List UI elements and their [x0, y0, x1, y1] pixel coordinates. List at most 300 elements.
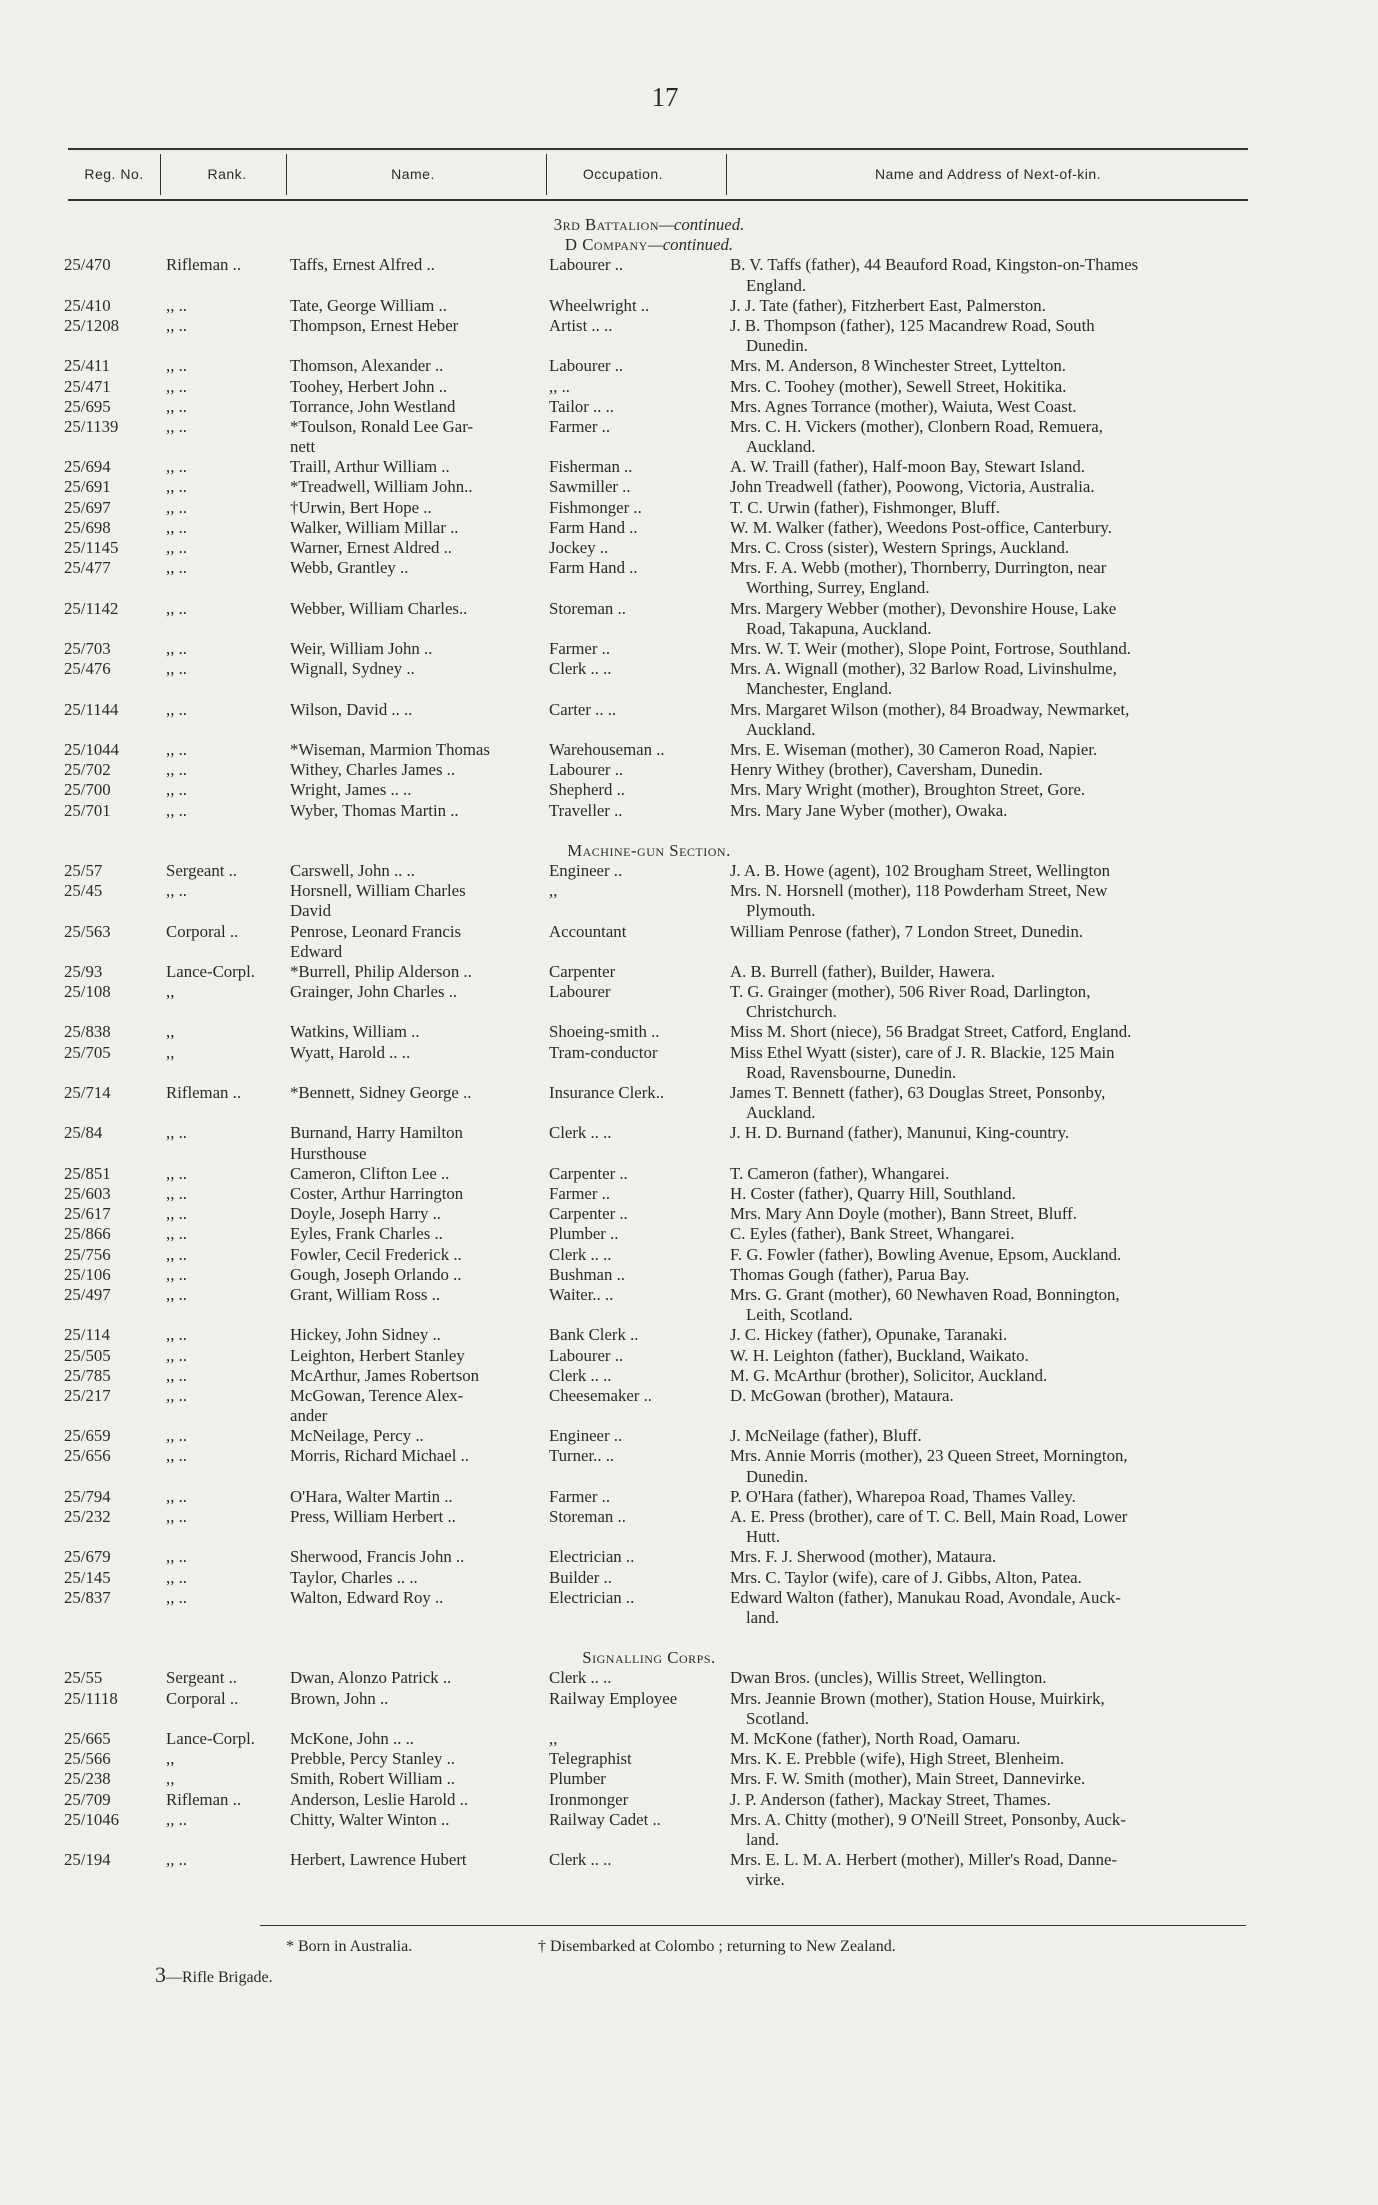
- next-of-kin-line: Mrs. Mary Wright (mother), Broughton Street, Gore.: [730, 780, 1086, 800]
- reg-no: 25/1046: [64, 1809, 120, 1829]
- occupation: Plumber ..: [549, 1224, 619, 1244]
- soldier-name-line: Press, William Herbert ..: [290, 1507, 456, 1527]
- next-of-kin: [730, 1668, 1330, 1688]
- table-row: [64, 1547, 1264, 1567]
- reg-no: 25/700: [64, 780, 111, 800]
- next-of-kin: [730, 1810, 1330, 1850]
- reg-no: 25/45: [64, 881, 103, 901]
- next-of-kin-line: Road, Ravensbourne, Dunedin.: [746, 1062, 957, 1082]
- soldier-name-line: Leighton, Herbert Stanley: [290, 1345, 465, 1365]
- occupation: ,,: [549, 1728, 558, 1748]
- next-of-kin-line: J. H. D. Burnand (father), Manunui, King-country.: [730, 1123, 1070, 1143]
- next-of-kin: [730, 1043, 1330, 1083]
- next-of-kin-line: Mrs. F. W. Smith (mother), Main Street, Dannevirke.: [730, 1769, 1086, 1789]
- rank: ,, ..: [166, 477, 187, 497]
- soldier-name-line: Herbert, Lawrence Hubert: [290, 1850, 467, 1870]
- next-of-kin: [730, 1022, 1330, 1042]
- soldier-name-line: *Bennett, Sidney George ..: [290, 1083, 472, 1103]
- soldier-name-line: Taylor, Charles .. ..: [290, 1567, 418, 1587]
- next-of-kin-line: Road, Takapuna, Auckland.: [746, 618, 932, 638]
- next-of-kin-line: Dunedin.: [746, 336, 808, 356]
- soldier-name-line: McGowan, Terence Alex-: [290, 1385, 464, 1405]
- occupation: Waiter.. ..: [549, 1284, 614, 1304]
- table-header: [68, 148, 1248, 201]
- soldier-name-line: Walker, William Millar ..: [290, 517, 459, 537]
- table-row: [64, 1204, 1264, 1224]
- rank: Lance-Corpl.: [166, 1728, 255, 1748]
- occupation: Warehouseman ..: [549, 739, 665, 759]
- table-row: [64, 1043, 1264, 1083]
- soldier-name-line: Burnand, Harry Hamilton: [290, 1123, 463, 1143]
- reg-no: 25/411: [64, 356, 110, 376]
- reg-no: 25/698: [64, 517, 111, 537]
- next-of-kin: [730, 639, 1330, 659]
- soldier-name-line: McArthur, James Robertson: [290, 1365, 480, 1385]
- footnote-born-australia: * Born in Australia.: [286, 1938, 413, 1955]
- next-of-kin: [730, 1366, 1330, 1386]
- next-of-kin: [730, 1386, 1330, 1406]
- rank: ,, ..: [166, 295, 187, 315]
- rank: ,, ..: [166, 780, 187, 800]
- header-divider: [726, 154, 727, 195]
- soldier-name-line: Watkins, William ..: [290, 1022, 420, 1042]
- next-of-kin: [730, 1588, 1330, 1628]
- soldier-name-line: Chitty, Walter Winton ..: [290, 1809, 450, 1829]
- table-row: [64, 1265, 1264, 1285]
- reg-no: 25/471: [64, 376, 111, 396]
- next-of-kin-line: Plymouth.: [746, 901, 816, 921]
- rank: ,,: [166, 982, 175, 1002]
- rank: ,, ..: [166, 1486, 187, 1506]
- next-of-kin-line: Mrs. N. Horsnell (mother), 118 Powderham Street, New: [730, 881, 1108, 901]
- occupation: Storeman ..: [549, 598, 626, 618]
- section-heading-text: Machine-gun Section.: [567, 840, 731, 860]
- reg-no: 25/106: [64, 1264, 111, 1284]
- next-of-kin: [730, 558, 1330, 598]
- next-of-kin: [730, 700, 1330, 740]
- next-of-kin-line: England.: [746, 275, 807, 295]
- table-row: [64, 1850, 1264, 1890]
- next-of-kin: [730, 962, 1330, 982]
- table-row: [64, 639, 1264, 659]
- table-row: [64, 740, 1264, 760]
- header-divider: [160, 154, 161, 195]
- reg-no: 25/756: [64, 1244, 111, 1264]
- next-of-kin-line: Mrs. W. T. Weir (mother), Slope Point, Fortrose, Southland.: [730, 639, 1131, 659]
- next-of-kin-line: Scotland.: [746, 1708, 809, 1728]
- rank: Sergeant ..: [166, 860, 237, 880]
- rank: ,, ..: [166, 1123, 187, 1143]
- page-number: 17: [651, 82, 679, 112]
- next-of-kin: [730, 599, 1330, 639]
- soldier-name-line: Gough, Joseph Orlando ..: [290, 1264, 462, 1284]
- table-row: [64, 1568, 1264, 1588]
- soldier-name-line: Wignall, Sydney ..: [290, 659, 415, 679]
- rank: Lance-Corpl.: [166, 961, 255, 981]
- rank: ,, ..: [166, 1224, 187, 1244]
- next-of-kin: [730, 1689, 1330, 1729]
- next-of-kin: [730, 1850, 1330, 1890]
- table-row: [64, 801, 1264, 821]
- table-row: [64, 982, 1264, 1022]
- occupation: Traveller ..: [549, 800, 623, 820]
- next-of-kin-line: J. A. B. Howe (agent), 102 Brougham Street, Wellington: [730, 860, 1111, 880]
- rank: Rifleman ..: [166, 255, 242, 275]
- next-of-kin: [730, 1769, 1330, 1789]
- occupation: Electrician ..: [549, 1547, 635, 1567]
- next-of-kin: [730, 1487, 1330, 1507]
- next-of-kin-line: virke.: [746, 1870, 785, 1890]
- table-row: [64, 780, 1264, 800]
- reg-no: 25/410: [64, 295, 111, 315]
- rank: ,, ..: [166, 1587, 187, 1607]
- table-row: [64, 498, 1264, 518]
- next-of-kin-line: M. McKone (father), North Road, Oamaru.: [730, 1728, 1021, 1748]
- reg-no: 25/145: [64, 1567, 111, 1587]
- next-of-kin: [730, 1265, 1330, 1285]
- next-of-kin-line: Dunedin.: [746, 1466, 808, 1486]
- reg-no: 25/238: [64, 1769, 111, 1789]
- occupation: Carpenter: [549, 961, 616, 981]
- reg-no: 25/470: [64, 255, 111, 275]
- occupation: Labourer ..: [549, 255, 624, 275]
- occupation: Tram-conductor: [549, 1042, 658, 1062]
- soldier-name-line: Sherwood, Francis John ..: [290, 1547, 465, 1567]
- next-of-kin: [730, 1426, 1330, 1446]
- header-divider: [286, 154, 287, 195]
- soldier-name-line: Hickey, John Sidney ..: [290, 1325, 441, 1345]
- next-of-kin-line: Edward Walton (father), Manukau Road, Avondale, Auck-: [730, 1587, 1121, 1607]
- next-of-kin: [730, 801, 1330, 821]
- rank: ,, ..: [166, 1385, 187, 1405]
- next-of-kin-line: Mrs. F. J. Sherwood (mother), Mataura.: [730, 1547, 997, 1567]
- rank: ,, ..: [166, 1850, 187, 1870]
- soldier-name-line: Taffs, Ernest Alfred ..: [290, 255, 435, 275]
- next-of-kin-line: Auckland.: [746, 1103, 816, 1123]
- occupation: Fishmonger ..: [549, 497, 642, 517]
- table-row: [64, 1749, 1264, 1769]
- reg-no: 25/84: [64, 1123, 103, 1143]
- soldier-name-line: Wyatt, Harold .. ..: [290, 1042, 411, 1062]
- rank: ,, ..: [166, 497, 187, 517]
- next-of-kin-line: Auckland.: [746, 437, 816, 457]
- rank: ,, ..: [166, 659, 187, 679]
- soldier-name-line: McKone, John .. ..: [290, 1728, 414, 1748]
- next-of-kin: [730, 1346, 1330, 1366]
- next-of-kin: [730, 861, 1330, 881]
- reg-no: 25/705: [64, 1042, 111, 1062]
- reg-no: 25/1145: [64, 538, 119, 558]
- soldier-name-line: Grant, William Ross ..: [290, 1284, 441, 1304]
- rank: ,, ..: [166, 699, 187, 719]
- rank: ,, ..: [166, 1204, 187, 1224]
- reg-no: 25/232: [64, 1507, 111, 1527]
- reg-no: 25/114: [64, 1325, 110, 1345]
- subsection-heading-suffix: —continued.: [647, 235, 734, 255]
- next-of-kin-line: Thomas Gough (father), Parua Bay.: [730, 1264, 970, 1284]
- rank: ,, ..: [166, 1325, 187, 1345]
- signature-mark: [155, 1962, 273, 1988]
- next-of-kin: [730, 1164, 1330, 1184]
- occupation: Labourer: [549, 982, 611, 1002]
- table-row: [64, 1689, 1264, 1729]
- next-of-kin: [730, 477, 1330, 497]
- next-of-kin-line: Dwan Bros. (uncles), Willis Street, Wellington.: [730, 1668, 1047, 1688]
- rank: Corporal ..: [166, 921, 239, 941]
- next-of-kin: [730, 881, 1330, 921]
- soldier-name-line: *Wiseman, Marmion Thomas: [290, 739, 490, 759]
- next-of-kin-line: Christchurch.: [746, 1002, 837, 1022]
- occupation: Farmer ..: [549, 416, 611, 436]
- occupation: Engineer ..: [549, 860, 623, 880]
- next-of-kin-line: Auckland.: [746, 719, 816, 739]
- next-of-kin-line: Mrs. A. Wignall (mother), 32 Barlow Road, Livinshulme,: [730, 659, 1117, 679]
- next-of-kin-line: J. P. Anderson (father), Mackay Street, Thames.: [730, 1789, 1051, 1809]
- next-of-kin: [730, 498, 1330, 518]
- table-row: [64, 1426, 1264, 1446]
- rank: ,, ..: [166, 1345, 187, 1365]
- next-of-kin: [730, 538, 1330, 558]
- reg-no: 25/563: [64, 921, 111, 941]
- soldier-name-line: Grainger, John Charles ..: [290, 982, 458, 1002]
- next-of-kin: [730, 740, 1330, 760]
- occupation: Labourer ..: [549, 760, 624, 780]
- rank: ,, ..: [166, 800, 187, 820]
- table-row: [64, 1022, 1264, 1042]
- next-of-kin-line: Mrs. A. Chitty (mother), 9 O'Neill Street, Ponsonby, Auck-: [730, 1809, 1126, 1829]
- reg-no: 25/497: [64, 1284, 111, 1304]
- reg-no: 25/851: [64, 1163, 111, 1183]
- reg-no: 25/794: [64, 1486, 111, 1506]
- reg-no: 25/656: [64, 1446, 111, 1466]
- next-of-kin: [730, 1123, 1330, 1143]
- soldier-name-line: Edward: [290, 941, 343, 961]
- next-of-kin-line: T. C. Urwin (father), Fishmonger, Bluff.: [730, 497, 1000, 517]
- table-row: [64, 1446, 1264, 1486]
- table-row: [64, 538, 1264, 558]
- soldier-name-line: *Toulson, Ronald Lee Gar-: [290, 416, 474, 436]
- rank: ,, ..: [166, 376, 187, 396]
- next-of-kin: [730, 1547, 1330, 1567]
- reg-no: 25/1208: [64, 315, 120, 335]
- next-of-kin-line: M. G. McArthur (brother), Solicitor, Auckland.: [730, 1365, 1048, 1385]
- soldier-name-line: *Burrell, Philip Alderson ..: [290, 961, 472, 981]
- next-of-kin-line: W. M. Walker (father), Weedons Post-office, Canterbury.: [730, 517, 1112, 537]
- reg-no: 25/659: [64, 1426, 111, 1446]
- next-of-kin: [730, 296, 1330, 316]
- occupation: Carpenter ..: [549, 1204, 628, 1224]
- occupation: Labourer ..: [549, 1345, 624, 1365]
- reg-no: 25/55: [64, 1668, 103, 1688]
- soldier-name-line: Withey, Charles James ..: [290, 760, 456, 780]
- next-of-kin: [730, 922, 1330, 942]
- next-of-kin-line: T. Cameron (father), Whangarei.: [730, 1163, 950, 1183]
- occupation: Bushman ..: [549, 1264, 625, 1284]
- next-of-kin-line: Mrs. Mary Jane Wyber (mother), Owaka.: [730, 800, 1008, 820]
- rank: ,, ..: [166, 538, 187, 558]
- section-heading: [34, 841, 1264, 861]
- next-of-kin-line: Mrs. Mary Ann Doyle (mother), Bann Street, Bluff.: [730, 1204, 1077, 1224]
- next-of-kin: [730, 1224, 1330, 1244]
- table-row: [64, 700, 1264, 740]
- next-of-kin: [730, 1446, 1330, 1486]
- rank: ,, ..: [166, 1284, 187, 1304]
- roll-table: [64, 215, 1264, 1891]
- rank: ,,: [166, 1022, 175, 1042]
- table-row: [64, 1729, 1264, 1749]
- occupation: Farmer ..: [549, 1184, 611, 1204]
- next-of-kin: [730, 1507, 1330, 1547]
- rank: ,, ..: [166, 881, 187, 901]
- next-of-kin-line: J. C. Hickey (father), Opunake, Taranaki.: [730, 1325, 1008, 1345]
- next-of-kin-line: H. Coster (father), Quarry Hill, Southland.: [730, 1184, 1016, 1204]
- rank: ,,: [166, 1042, 175, 1062]
- next-of-kin-line: T. G. Grainger (mother), 506 River Road, Darlington,: [730, 982, 1091, 1002]
- next-of-kin-line: B. V. Taffs (father), 44 Beauford Road, Kingston-on-Thames: [730, 255, 1139, 275]
- soldier-name-line: Brown, John ..: [290, 1688, 389, 1708]
- rank: ,, ..: [166, 1163, 187, 1183]
- next-of-kin-line: Mrs. G. Grant (mother), 60 Newhaven Road, Bonnington,: [730, 1284, 1120, 1304]
- soldier-name-line: O'Hara, Walter Martin ..: [290, 1486, 453, 1506]
- next-of-kin-line: Henry Withey (brother), Caversham, Dunedin.: [730, 760, 1043, 780]
- occupation: Turner.. ..: [549, 1446, 615, 1466]
- table-row: [64, 377, 1264, 397]
- next-of-kin-line: Mrs. Jeannie Brown (mother), Station House, Muirkirk,: [730, 1688, 1105, 1708]
- rank: ,, ..: [166, 1244, 187, 1264]
- soldier-name-line: Dwan, Alonzo Patrick ..: [290, 1668, 452, 1688]
- soldier-name-line: David: [290, 901, 332, 921]
- rank: ,, ..: [166, 1446, 187, 1466]
- table-row: [64, 1123, 1264, 1163]
- next-of-kin-line: Mrs. M. Anderson, 8 Winchester Street, Lyttelton.: [730, 356, 1066, 376]
- occupation: Carpenter ..: [549, 1163, 628, 1183]
- signature-number: 3: [155, 1962, 166, 1987]
- table-row: [64, 1164, 1264, 1184]
- table-row: [64, 1366, 1264, 1386]
- rank: ,, ..: [166, 598, 187, 618]
- occupation: Sawmiller ..: [549, 477, 631, 497]
- table-row: [64, 1507, 1264, 1547]
- occupation: Farmer ..: [549, 1486, 611, 1506]
- table-row: [64, 1769, 1264, 1789]
- occupation: Railway Employee: [549, 1688, 678, 1708]
- soldier-name-line: Morris, Richard Michael ..: [290, 1446, 469, 1466]
- next-of-kin-line: F. G. Fowler (father), Bowling Avenue, Epsom, Auckland.: [730, 1244, 1122, 1264]
- table-row: [64, 1588, 1264, 1628]
- reg-no: 25/505: [64, 1345, 111, 1365]
- rank: ,, ..: [166, 517, 187, 537]
- occupation: Railway Cadet ..: [549, 1809, 661, 1829]
- occupation: Shoeing-smith ..: [549, 1022, 660, 1042]
- soldier-name-line: Wright, James .. ..: [290, 780, 412, 800]
- soldier-name-line: ander: [290, 1406, 328, 1426]
- soldier-name-line: Warner, Ernest Aldred ..: [290, 538, 453, 558]
- soldier-name-line: Doyle, Joseph Harry ..: [290, 1204, 441, 1224]
- next-of-kin-line: Leith, Scotland.: [746, 1305, 853, 1325]
- next-of-kin-line: land.: [746, 1829, 780, 1849]
- occupation: Bank Clerk ..: [549, 1325, 639, 1345]
- next-of-kin-line: Worthing, Surrey, England.: [746, 578, 930, 598]
- soldier-name-line: Traill, Arthur William ..: [290, 457, 450, 477]
- next-of-kin: [730, 417, 1330, 457]
- footnote-disembarked: † Disembarked at Colombo ; returning to New Zealand.: [538, 1938, 896, 1955]
- rank: ,, ..: [166, 760, 187, 780]
- occupation: Artist .. ..: [549, 315, 613, 335]
- rank: ,, ..: [166, 1547, 187, 1567]
- table-row: [64, 316, 1264, 356]
- reg-no: 25/709: [64, 1789, 111, 1809]
- soldier-name-line: Hursthouse: [290, 1143, 367, 1163]
- next-of-kin-line: land.: [746, 1608, 780, 1628]
- soldier-name-line: Smith, Robert William ..: [290, 1769, 455, 1789]
- rank: Corporal ..: [166, 1688, 239, 1708]
- next-of-kin: [730, 1245, 1330, 1265]
- reg-no: 25/866: [64, 1224, 111, 1244]
- reg-no: 25/194: [64, 1850, 111, 1870]
- next-of-kin: [730, 1568, 1330, 1588]
- next-of-kin-line: W. H. Leighton (father), Buckland, Waikato.: [730, 1345, 1029, 1365]
- occupation: Carter .. ..: [549, 699, 617, 719]
- next-of-kin-line: John Treadwell (father), Poowong, Victoria, Australia.: [730, 477, 1095, 497]
- table-row: [64, 1487, 1264, 1507]
- occupation: Fisherman ..: [549, 457, 633, 477]
- rank: ,, ..: [166, 1264, 187, 1284]
- reg-no: 25/838: [64, 1022, 111, 1042]
- header-rank: Rank.: [207, 166, 247, 182]
- soldier-name-line: Wyber, Thomas Martin ..: [290, 800, 459, 820]
- table-row: [64, 1346, 1264, 1366]
- next-of-kin-line: Miss Ethel Wyatt (sister), care of J. R. Blackie, 125 Main: [730, 1042, 1115, 1062]
- table-row: [64, 356, 1264, 376]
- next-of-kin-line: Mrs. E. L. M. A. Herbert (mother), Miller's Road, Danne-: [730, 1850, 1118, 1870]
- reg-no: 25/477: [64, 558, 111, 578]
- header-occupation: Occupation.: [582, 166, 664, 182]
- rank: ,, ..: [166, 356, 187, 376]
- soldier-name-line: Toohey, Herbert John ..: [290, 376, 448, 396]
- next-of-kin-line: Mrs. C. H. Vickers (mother), Clonbern Road, Remuera,: [730, 416, 1103, 436]
- reg-no: 25/617: [64, 1204, 111, 1224]
- table-row: [64, 397, 1264, 417]
- soldier-name-line: Fowler, Cecil Frederick ..: [290, 1244, 462, 1264]
- reg-no: 25/703: [64, 639, 111, 659]
- occupation: Farmer ..: [549, 639, 611, 659]
- soldier-name-line: Horsnell, William Charles: [290, 881, 466, 901]
- reg-no: 25/217: [64, 1385, 111, 1405]
- table-row: [64, 1245, 1264, 1265]
- reg-no: 25/57: [64, 860, 103, 880]
- section-heading: [34, 215, 1264, 235]
- occupation: Farm Hand ..: [549, 517, 638, 537]
- soldier-name-line: Webb, Grantley ..: [290, 558, 409, 578]
- header-reg-no: Reg. No.: [84, 166, 144, 182]
- rank: ,, ..: [166, 416, 187, 436]
- occupation: Farm Hand ..: [549, 558, 638, 578]
- table-row: [64, 1285, 1264, 1325]
- next-of-kin: [730, 1184, 1330, 1204]
- occupation: Engineer ..: [549, 1426, 623, 1446]
- table-row: [64, 558, 1264, 598]
- rank: ,, ..: [166, 639, 187, 659]
- next-of-kin-line: Mrs. C. Cross (sister), Western Springs, Auckland.: [730, 538, 1070, 558]
- occupation: Ironmonger: [549, 1789, 629, 1809]
- table-row: [64, 962, 1264, 982]
- occupation: Clerk .. ..: [549, 1850, 612, 1870]
- soldier-name-line: Prebble, Percy Stanley ..: [290, 1749, 455, 1769]
- table-row: [64, 518, 1264, 538]
- next-of-kin-line: Mrs. Margaret Wilson (mother), 84 Broadway, Newmarket,: [730, 699, 1130, 719]
- next-of-kin: [730, 982, 1330, 1022]
- rank: ,, ..: [166, 558, 187, 578]
